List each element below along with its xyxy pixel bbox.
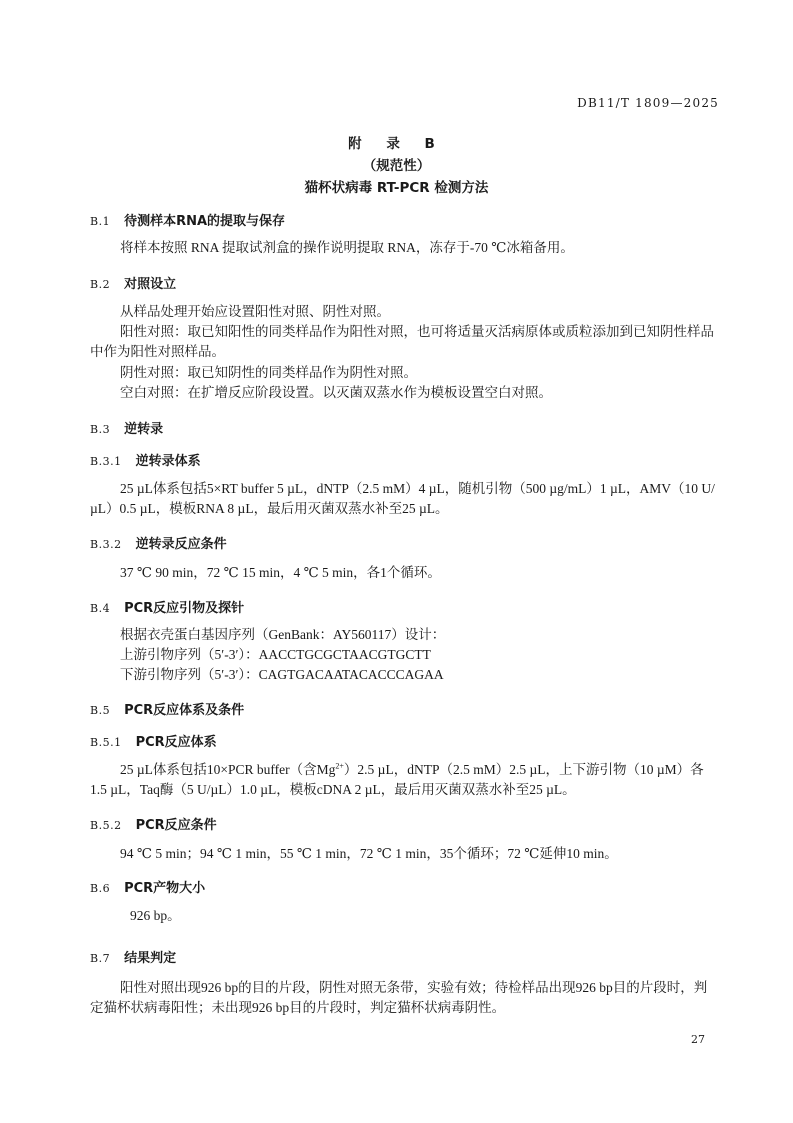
paragraph: 阴性对照：取已知阴性的同类样品作为阴性对照。 <box>120 364 417 380</box>
paragraph: 阳性对照：取已知阳性的同类样品作为阳性对照，也可将适量灭活病原体或质粒添加到已知阴性样品中作为阳性对照样品。 <box>90 324 714 360</box>
standard-number: DB11/T 1809—2025 <box>577 96 719 110</box>
section-body-b52 <box>90 844 718 864</box>
section-body-b31 <box>90 479 718 519</box>
section-body-b51 <box>90 760 718 800</box>
section-title: 对照设立 <box>124 277 177 292</box>
section-heading-b2 <box>90 273 176 292</box>
appendix-name: 猫杯状病毒 RT-PCR 检测方法 <box>304 180 489 196</box>
section-body-b1 <box>90 238 718 258</box>
paragraph: 从样品处理开始应设置阳性对照、阴性对照。 <box>120 304 390 319</box>
section-heading-b3 <box>90 418 163 437</box>
paragraph: 下游引物序列（5′-3′）：CAGTGACAATACACCCAGAA <box>120 667 444 683</box>
page-number: 27 <box>691 1033 705 1046</box>
section-number: B.2 <box>90 278 111 291</box>
section-title: PCR反应条件 <box>135 818 217 833</box>
section-title: PCR反应引物及探针 <box>124 601 245 616</box>
paragraph: 将样本按照 RNA 提取试剂盒的操作说明提取 RNA，冻存于-70 ℃冰箱备用。 <box>120 240 574 255</box>
appendix-type: （规范性） <box>362 158 431 174</box>
paragraph: 上游引物序列（5′-3′）：AACCTGCGCTAACGTGCTT <box>120 647 431 663</box>
section-number: B.7 <box>90 952 111 965</box>
paragraph <box>90 760 718 800</box>
section-title: PCR反应体系及条件 <box>124 703 245 718</box>
section-number: B.3.2 <box>90 538 122 551</box>
section-number: B.5.2 <box>90 819 122 832</box>
section-title: PCR反应体系 <box>135 735 217 750</box>
section-number: B.6 <box>90 882 111 895</box>
section-heading-b1 <box>90 210 285 229</box>
paragraph: 根据衣壳蛋白基因序列（GenBank：AY560117）设计： <box>120 627 446 642</box>
paragraph: 阳性对照出现926 bp的目的片段，阴性对照无条带，实验有效；待检样品出现926 bp目的片段时，判定猫杯状病毒阳性；未出现926 bp目的片段时，判定猫杯状病毒阴性。 <box>90 980 708 1016</box>
section-title: 待测样本RNA的提取与保存 <box>124 214 286 229</box>
superscript: 2+ <box>335 761 344 771</box>
section-title: 逆转录 <box>124 422 164 437</box>
paragraph: 926 bp。 <box>130 908 181 923</box>
section-number: B.5 <box>90 704 111 717</box>
section-body-b7 <box>90 978 718 1018</box>
section-body-b4 <box>90 625 718 686</box>
section-body-b32 <box>90 563 718 583</box>
paragraph: 空白对照：在扩增反应阶段设置。以灭菌双蒸水作为模板设置空白对照。 <box>120 384 552 400</box>
section-title: 逆转录体系 <box>135 454 201 469</box>
paragraph: 37 ℃ 90 min，72 ℃ 15 min，4 ℃ 5 min，各1个循环。 <box>120 565 441 580</box>
section-title: 结果判定 <box>124 951 177 966</box>
section-heading-b6 <box>90 877 205 896</box>
section-heading-b51 <box>90 731 217 750</box>
text-run: 25 µL体系包括10×PCR buffer（含Mg <box>120 762 336 777</box>
section-heading-b7 <box>90 947 176 966</box>
paragraph: 25 µL体系包括5×RT buffer 5 µL，dNTP（2.5 mM）4 µL，随机引物（500 µg/mL）1 µL，AMV（10 U/µL）0.5 µL，模板RNA 8 µL，最后用灭菌双蒸水补至25 µL。 <box>90 481 715 517</box>
section-title: PCR产物大小 <box>124 881 206 896</box>
appendix-title: 附 录 B <box>348 136 445 152</box>
section-number: B.5.1 <box>90 736 122 749</box>
section-body-b6 <box>90 906 718 926</box>
section-heading-b5 <box>90 699 244 718</box>
section-number: B.3 <box>90 423 111 436</box>
section-number: B.1 <box>90 215 111 228</box>
text-run: ）2.5 µL，dNTP（2.5 mM）2.5 µL，上下游引物（10 µM）各1.5 µL，Taq酶（5 U/µL）1.0 µL，模板cDNA 2 µL，最后用灭菌双蒸水补至25 µL。 <box>90 762 704 798</box>
section-title: 逆转录反应条件 <box>135 537 227 552</box>
appendix-heading <box>0 133 793 199</box>
section-number: B.4 <box>90 602 111 615</box>
paragraph: 94 ℃ 5 min；94 ℃ 1 min，55 ℃ 1 min，72 ℃ 1 min，35个循环；72 ℃延伸10 min。 <box>120 846 618 861</box>
section-body-b2 <box>90 302 718 403</box>
section-heading-b32 <box>90 533 227 552</box>
section-heading-b52 <box>90 814 217 833</box>
section-heading-b4 <box>90 597 244 616</box>
section-number: B.3.1 <box>90 455 122 468</box>
section-heading-b31 <box>90 450 201 469</box>
